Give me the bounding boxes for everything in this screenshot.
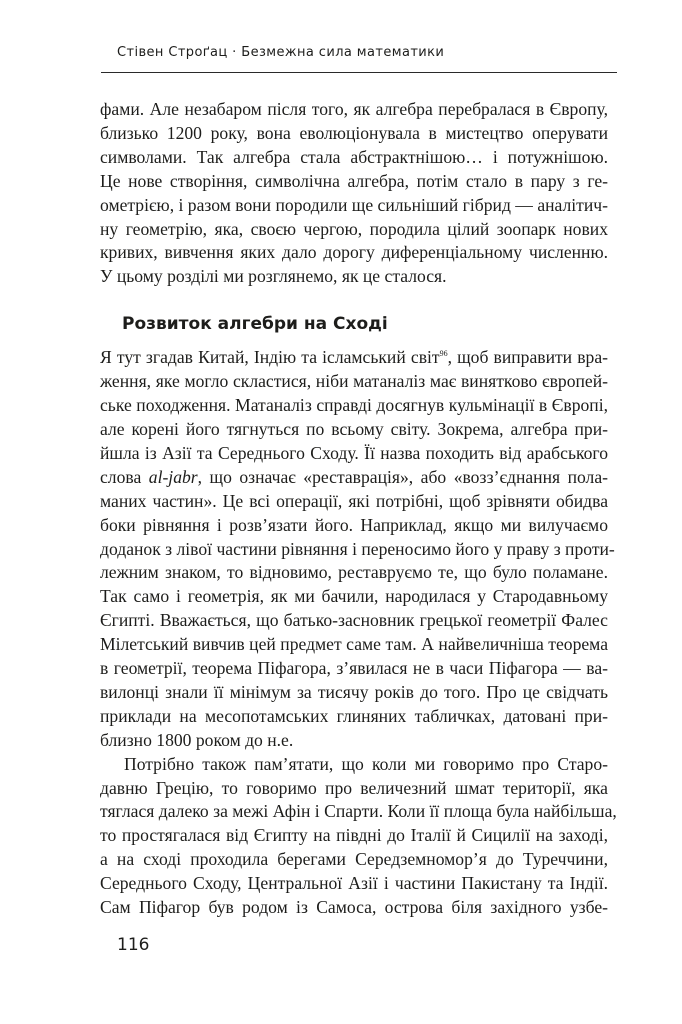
- text-line: Єгипті. Вважається, що батько-засновник грецької геометрії Фалес: [100, 610, 608, 631]
- text-line: Потрібно також пам’ятати, що коли ми говоримо про Старо-: [124, 753, 608, 774]
- text-line: ометрією, і разом вони породили ще сильніший гібрид — аналітич-: [100, 194, 608, 215]
- text-fragment: , що означає «реставрація», або «возз’єднання пола-: [197, 466, 609, 487]
- footnote-ref[interactable]: 96: [439, 349, 448, 359]
- section-heading: Розвиток алгебри на Сході: [122, 314, 388, 335]
- running-head: Стівен Строґац · Безмежна сила математики: [117, 45, 597, 73]
- text-line: а на сході проходила берегами Середземномор’я до Туреччини,: [100, 849, 608, 870]
- paragraph-1: [100, 98, 608, 289]
- text-line: близно 1800 роком до н.е.: [100, 729, 294, 750]
- paragraph-3: [100, 753, 617, 920]
- text-line: ження, яке могло скластися, ніби матаналіз має винятково європей-: [100, 371, 608, 392]
- text-line: Середнього Сходу, Центральної Азії і частини Пакистану та Індії.: [100, 873, 608, 894]
- text-line: йшла із Азії та Середнього Сходу. Її назва походить від арабського: [100, 442, 608, 463]
- text-line: близько 1200 року, вона еволюціонувала в мистецтво оперувати: [100, 122, 608, 143]
- text-line: але корені його тягнуться по всьому світу. Зокрема, алгебра при-: [100, 418, 608, 439]
- text-fragment: слова: [100, 466, 149, 487]
- text-line: Мілетський вивчив цей предмет саме там. А найвеличніша теорема: [100, 634, 608, 655]
- text-line: тяглася далеко за межі Афін і Спарти. Коли її площа була найбільша,: [100, 801, 617, 822]
- text-line: лежним знаком, то відновимо, реставруємо те, що було поламане.: [100, 562, 608, 583]
- text-line: фами. Але незабаром після того, як алгебра перебралася в Європу,: [100, 99, 608, 119]
- text-line: [100, 466, 608, 490]
- text-line: боки рівняння і розв’язати його. Наприклад, якщо ми вилучаємо: [100, 514, 608, 535]
- text-line: в геометрії, теорема Піфагора, з’явилася не в часи Піфагора — ва-: [100, 658, 608, 679]
- text-line: маних частин». Це всі операції, які потрібні, щоб зрівняти обидва: [100, 490, 608, 511]
- body-text: [100, 98, 617, 920]
- text-line: [100, 346, 608, 370]
- arabic-term: al-jabr: [148, 466, 198, 487]
- text-fragment: Я тут згадав Китай, Індію та ісламський світ: [100, 347, 440, 368]
- text-line: вилонці знали її мінімум за тисячу років до того. Про це свідчать: [100, 681, 608, 702]
- text-line: доданок з лівої частини рівняння і переносимо його у праву з проти-: [100, 538, 615, 559]
- text-line: ну геометрію, яка, своєю чергою, породила цілий зоопарк нових: [100, 218, 608, 239]
- page-number: 116: [117, 935, 150, 955]
- text-line: давню Грецію, то говоримо про величезний шмат території, яка: [100, 777, 608, 798]
- paragraph-2: [100, 346, 615, 752]
- text-line: кривих, вивчення яких дало дорогу диференціальному численню.: [100, 242, 608, 263]
- text-line: Сам Піфагор був родом із Самоса, острова біля західного узбе-: [100, 897, 608, 918]
- text-line: ське походження. Матаналіз справді досягнув кульмінації в Європі,: [100, 395, 608, 416]
- text-line: то простягалася від Єгипту на півдні до Італії й Сицилії на заході,: [100, 825, 608, 846]
- text-line: приклади на месопотамських глиняних табличках, датовані при-: [100, 705, 608, 726]
- text-line: Це нове створіння, символічна алгебра, потім стало в пару з ге-: [100, 170, 608, 191]
- text-fragment: , щоб виправити вра-: [447, 347, 608, 368]
- text-line: Так само і геометрія, як ми бачили, народилася у Стародавньому: [100, 586, 608, 607]
- text-line: У цьому розділі ми розглянемо, як це сталося.: [100, 266, 447, 287]
- text-line: символами. Так алгебра стала абстрактнішою… і потужнішою.: [100, 146, 608, 167]
